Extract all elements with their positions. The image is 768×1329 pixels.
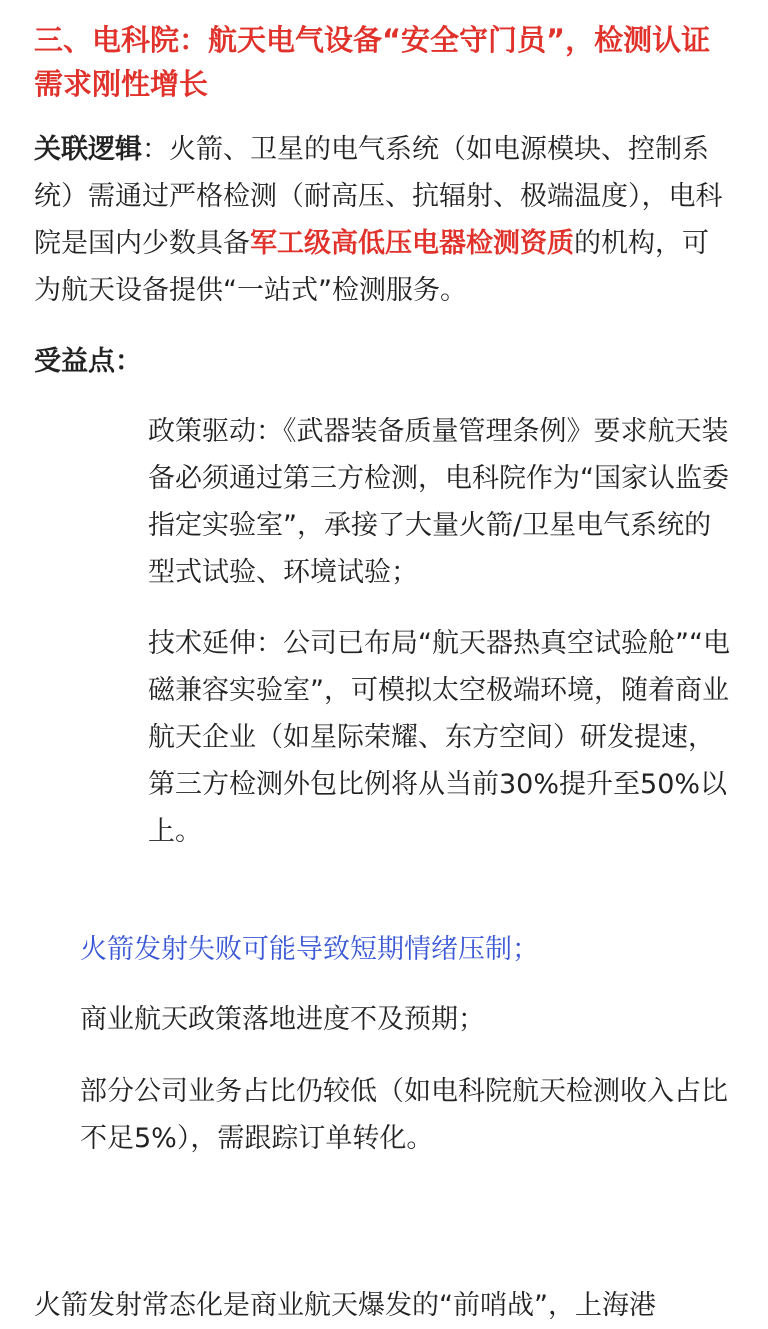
cutoff-paragraph: 火箭发射常态化是商业航天爆发的“前哨战”，上海港 [34, 1290, 656, 1321]
tech-paragraph: 技术延伸：公司已布局“航天器热真空试验舱”“电磁兼容实验室”，可模拟太空极端环境，随着商业航天企业（如星际荣耀、东方空间）研发提速，第三方检测外包比例将从当前30%提升至50%以上。 [148, 628, 730, 847]
logic-label: 关联逻辑 [34, 134, 142, 165]
logic-paragraph [34, 126, 734, 314]
risk-item-2: 商业航天政策落地进度不及预期； [80, 1004, 485, 1035]
policy-paragraph: 政策驱动：《武器装备质量管理条例》要求航天装备必须通过第三方检测，电科院作为“国家认监委指定实验室”，承接了大量火箭/卫星电气系统的型式试验、环境试验； [148, 416, 729, 588]
logic-highlight: 军工级高低压电器检测资质 [250, 228, 574, 259]
risk-item-1: 火箭发射失败可能导致短期情绪压制； [80, 934, 539, 965]
logic-text-before: ：火箭、卫星的电气系统（如电源模块、控制系统）需通过严格检测（耐高压、抗辐射、极端温度），电科院是国内少数具备 [34, 134, 723, 259]
logic-text-after: 的机构，可为航天设备提供“一站式”检测服务。 [34, 228, 709, 306]
benefit-label: 受益点： [34, 346, 142, 377]
section-heading: 三、电科院：航天电气设备“安全守门员”，检测认证需求刚性增长 [34, 23, 711, 101]
risk-item-3: 部分公司业务占比仍较低（如电科院航天检测收入占比不足5%），需跟踪订单转化。 [80, 1076, 728, 1154]
